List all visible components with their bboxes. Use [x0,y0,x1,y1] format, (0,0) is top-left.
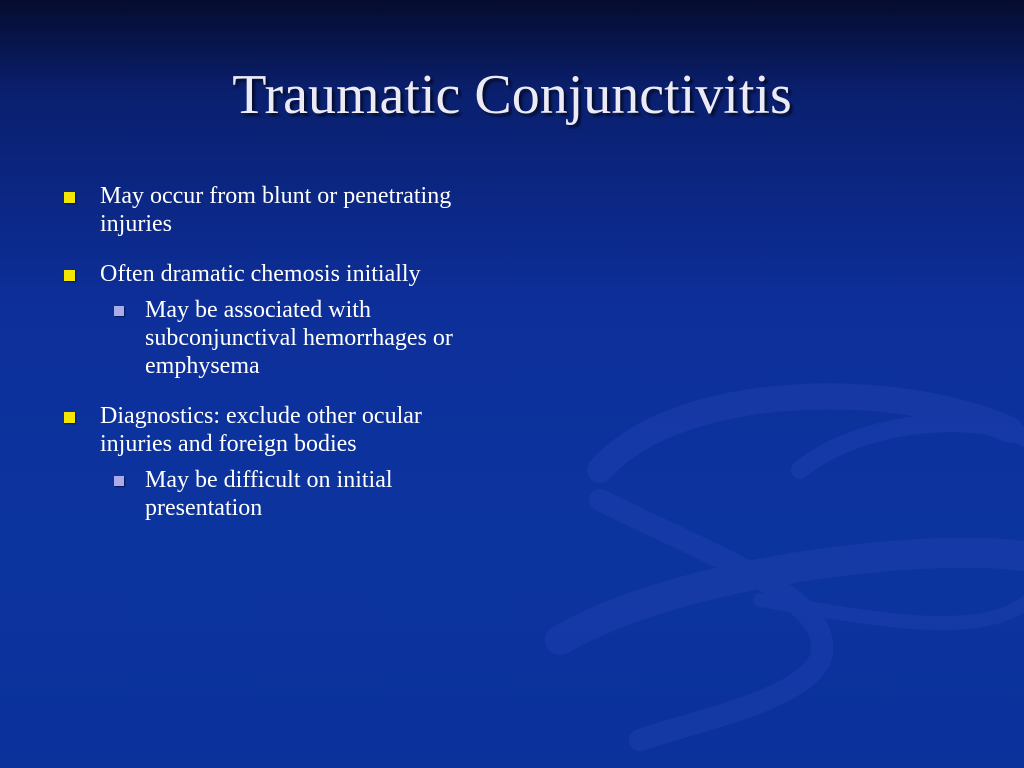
bullet-text: Often dramatic chemosis initially [100,261,421,287]
sub-bullet-text: May be associated with subconjunctival hemorrhages or emphysema [145,297,453,379]
bullet-text: Diagnostics: exclude other ocular injuries and foreign bodies [100,403,422,457]
square-sub-bullet-icon [114,306,124,316]
square-bullet-icon [64,192,75,203]
sub-bullet-item-3-1 [58,466,498,522]
square-bullet-icon [64,412,75,423]
bullet-item-3 [58,402,498,458]
sub-bullet-item-2-1 [58,296,498,380]
bullet-item-1 [58,182,498,238]
slide-title: Traumatic Conjunctivitis [232,64,792,126]
square-bullet-icon [64,270,75,281]
bullet-item-2 [58,260,498,288]
bullet-list [58,182,498,522]
bullet-text: May occur from blunt or penetrating injuries [100,183,452,237]
sub-bullet-text: May be difficult on initial presentation [145,467,393,521]
square-sub-bullet-icon [114,476,124,486]
